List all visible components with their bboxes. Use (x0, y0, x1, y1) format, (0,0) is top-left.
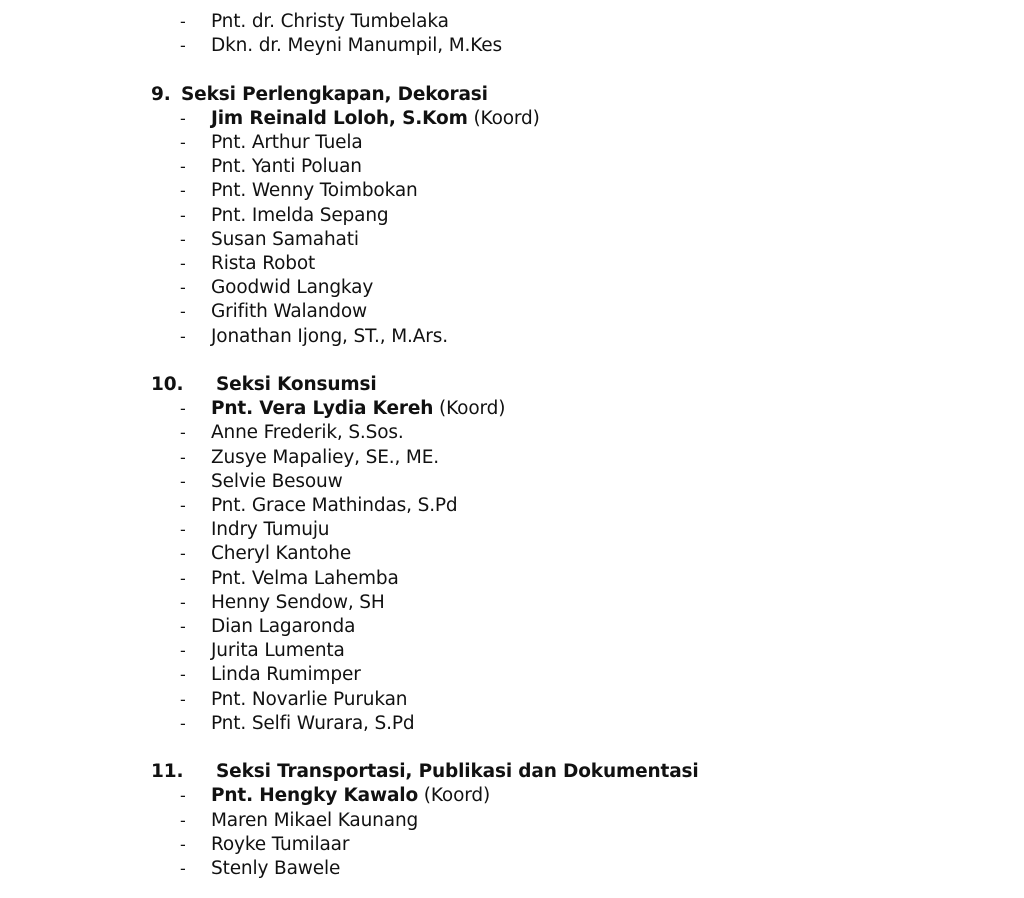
member-name: Stenly Bawele (211, 858, 341, 879)
member-name: Anne Frederik, S.Sos. (211, 422, 404, 443)
list-dash: - (180, 859, 186, 878)
member-name: Grifith Walandow (211, 301, 368, 322)
coordinator-role: (Koord) (439, 398, 506, 419)
member-name: Jurita Lumenta (211, 640, 345, 661)
coordinator-role: (Koord) (423, 785, 491, 806)
list-dash: - (180, 665, 186, 684)
list-dash: - (180, 544, 186, 563)
coordinator-name: Jim Reinald Loloh, S.Kom (211, 108, 468, 129)
list-dash: - (180, 520, 186, 539)
list-dash: - (180, 690, 186, 709)
member-name: Linda Rumimper (211, 664, 361, 685)
list-dash: - (180, 181, 186, 200)
member-name: Pnt. Grace Mathindas, S.Pd (211, 495, 458, 516)
list-dash: - (180, 12, 186, 31)
member-name: Royke Tumilaar (211, 834, 350, 855)
member-name: Susan Samahati (211, 229, 359, 250)
member-name: Pnt. Imelda Sepang (211, 205, 389, 226)
list-dash: - (180, 157, 186, 176)
list-dash: - (180, 593, 186, 612)
coordinator (211, 107, 540, 131)
list-dash: - (180, 230, 186, 249)
coordinator (211, 784, 490, 808)
list-dash: - (180, 714, 186, 733)
list-dash: - (180, 811, 186, 830)
member-name: Pnt. Novarlie Purukan (211, 689, 408, 710)
list-dash: - (180, 641, 186, 660)
member-name: Selvie Besouw (211, 471, 343, 492)
coordinator-role: (Koord) (473, 108, 540, 129)
member-name: Pnt. Velma Lahemba (211, 568, 399, 589)
list-dash: - (180, 423, 186, 442)
list-dash: - (180, 327, 186, 346)
list-dash: - (180, 472, 186, 491)
member-name: Rista Robot (211, 253, 316, 274)
coordinator (211, 397, 505, 421)
list-dash: - (180, 278, 186, 297)
section-number: 9. (151, 84, 171, 105)
member-name: Jonathan Ijong, ST., M.Ars. (211, 326, 448, 347)
section-title: Seksi Perlengkapan, Dekorasi (181, 84, 488, 105)
list-dash: - (180, 133, 186, 152)
section-title: Seksi Konsumsi (216, 374, 377, 395)
list-dash: - (180, 302, 186, 321)
member-name: Henny Sendow, SH (211, 592, 385, 613)
list-dash: - (180, 399, 186, 418)
list-dash: - (180, 835, 186, 854)
member-name: Pnt. Yanti Poluan (211, 156, 362, 177)
member-name: Zusye Mapaliey, SE., ME. (211, 447, 440, 468)
list-dash: - (180, 448, 186, 467)
member-name: Pnt. Wenny Toimbokan (211, 180, 418, 201)
list-dash: - (180, 496, 186, 515)
member-name: Pnt. Arthur Tuela (211, 132, 363, 153)
list-dash: - (180, 206, 186, 225)
member-name: Pnt. dr. Christy Tumbelaka (211, 11, 449, 32)
list-dash: - (180, 109, 186, 128)
member-name: Dian Lagaronda (211, 616, 356, 637)
member-name: Goodwid Langkay (211, 277, 374, 298)
member-name: Dkn. dr. Meyni Manumpil, M.Kes (211, 35, 503, 56)
section-number: 10. (151, 374, 184, 395)
list-dash: - (180, 254, 186, 273)
coordinator-name: Pnt. Hengky Kawalo (211, 785, 419, 806)
list-dash: - (180, 569, 186, 588)
member-name: Pnt. Selfi Wurara, S.Pd (211, 713, 415, 734)
member-name: Maren Mikael Kaunang (211, 810, 419, 831)
section-title: Seksi Transportasi, Publikasi dan Dokumentasi (216, 761, 699, 782)
list-dash: - (180, 786, 186, 805)
list-dash: - (180, 36, 186, 55)
coordinator-name: Pnt. Vera Lydia Kereh (211, 398, 434, 419)
list-dash: - (180, 617, 186, 636)
member-name: Indry Tumuju (211, 519, 330, 540)
section-number: 11. (151, 761, 184, 782)
member-name: Cheryl Kantohe (211, 543, 352, 564)
